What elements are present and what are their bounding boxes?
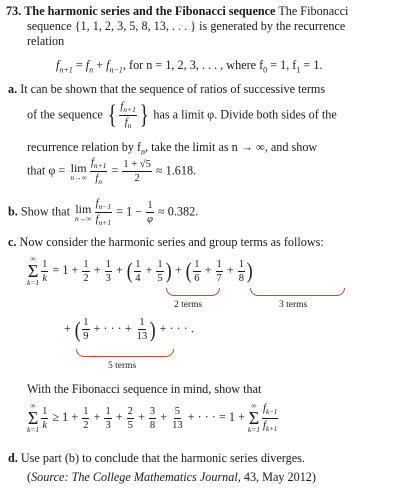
part-a-line-1: a. It can be shown that the sequence of ratios of successive terms: [8, 82, 326, 96]
intro-text-1: The Fibonacci: [278, 4, 349, 18]
part-a-line-4: that φ = lim n→∞ $\frac{f_{n+1}}{f_n}$ = $\frac{1 + √5}{2}$ ≈ 1.618.: [27, 157, 197, 187]
brace-label-3-terms: 3 terms: [279, 300, 308, 310]
harmonic-grouping-row-2: + ( $\frac{1}{9}$ + · · · + $\frac{1}{13}$ ) + · · · .: [64, 316, 194, 343]
brace-label-5-terms: 5 terms: [108, 361, 137, 371]
brace-3-terms: [250, 288, 345, 296]
part-b-label: b.: [8, 204, 18, 219]
part-a-line-3: recurrence relation by $f_n$, take the limit as n → ∞, and show: [27, 140, 318, 157]
part-c-label: c.: [8, 235, 17, 249]
source-citation: (Source: The College Mathematics Journal, 43, May 2012): [27, 470, 316, 484]
intro-line-2: sequence {1, 1, 2, 3, 5, 8, 13, . . . } is generated by the recurrence: [27, 19, 346, 33]
part-c-line-1: c. Now consider the harmonic series and group terms as follows:: [8, 235, 324, 249]
golden-ratio-fraction: $\frac{1 + √5}{2}$: [123, 158, 151, 184]
recurrence-relation: $f_{n+1} = f_n + f_{n-1}$, for n = 1, 2, 3, . . . , where $f_0 = 1$, $f_1 = 1$.: [56, 58, 323, 75]
fibonacci-mind-text: With the Fibonacci sequence in mind, show that: [27, 382, 262, 396]
fibonacci-inequality: ∞ Σ k=1 $\frac{1}{k}$ ≥ 1 + $\frac{1}{2}$ + $\frac{1}{3}$ + $\frac{2}{5}$ + $\frac{3}{8}$ + $\frac{5}{13}$ + · · · = 1 + ∞ Σ k=1 $\frac{f_{k-1}}{f_{k+1}}$: [27, 401, 278, 434]
ratio-fraction: $\frac{f_{n+1}}{f_n}$: [120, 101, 136, 131]
brace-2-terms: [166, 288, 220, 296]
intro-line-3: relation: [27, 34, 65, 48]
part-a-label: a.: [8, 82, 18, 96]
brace-label-2-terms: 2 terms: [174, 300, 203, 310]
part-d: d. Use part (b) to conclude that the harmonic series diverges.: [8, 451, 305, 465]
part-b: b. Show that lim n→∞ $\frac{f_{n-1}}{f_{n+1}}$ = 1 − $\frac{1}{\varphi}$ ≈ 0.382.: [8, 198, 199, 228]
harmonic-grouping-row-1: ∞ Σ k=1 $\frac{1}{k}$ = 1 + $\frac{1}{2}$ + $\frac{1}{3}$ + ( $\frac{1}{4}$ + $\frac{1}{5}$ ) + ( $\frac{1}{6}$ + $\frac{1}{7}$ + $\frac{1}{8}$ ): [27, 254, 253, 287]
part-a-line-2: of the sequence { $\frac{f_{n+1}}{f_n}$ } has a limit φ. Divide both sides of the: [27, 100, 337, 131]
problem-number: 73.: [6, 4, 22, 18]
part-d-label: d.: [8, 451, 18, 465]
problem-header: [6, 4, 348, 20]
brace-5-terms: [76, 349, 174, 357]
problem-title: The harmonic series and the Fibonacci sequence: [24, 4, 276, 18]
